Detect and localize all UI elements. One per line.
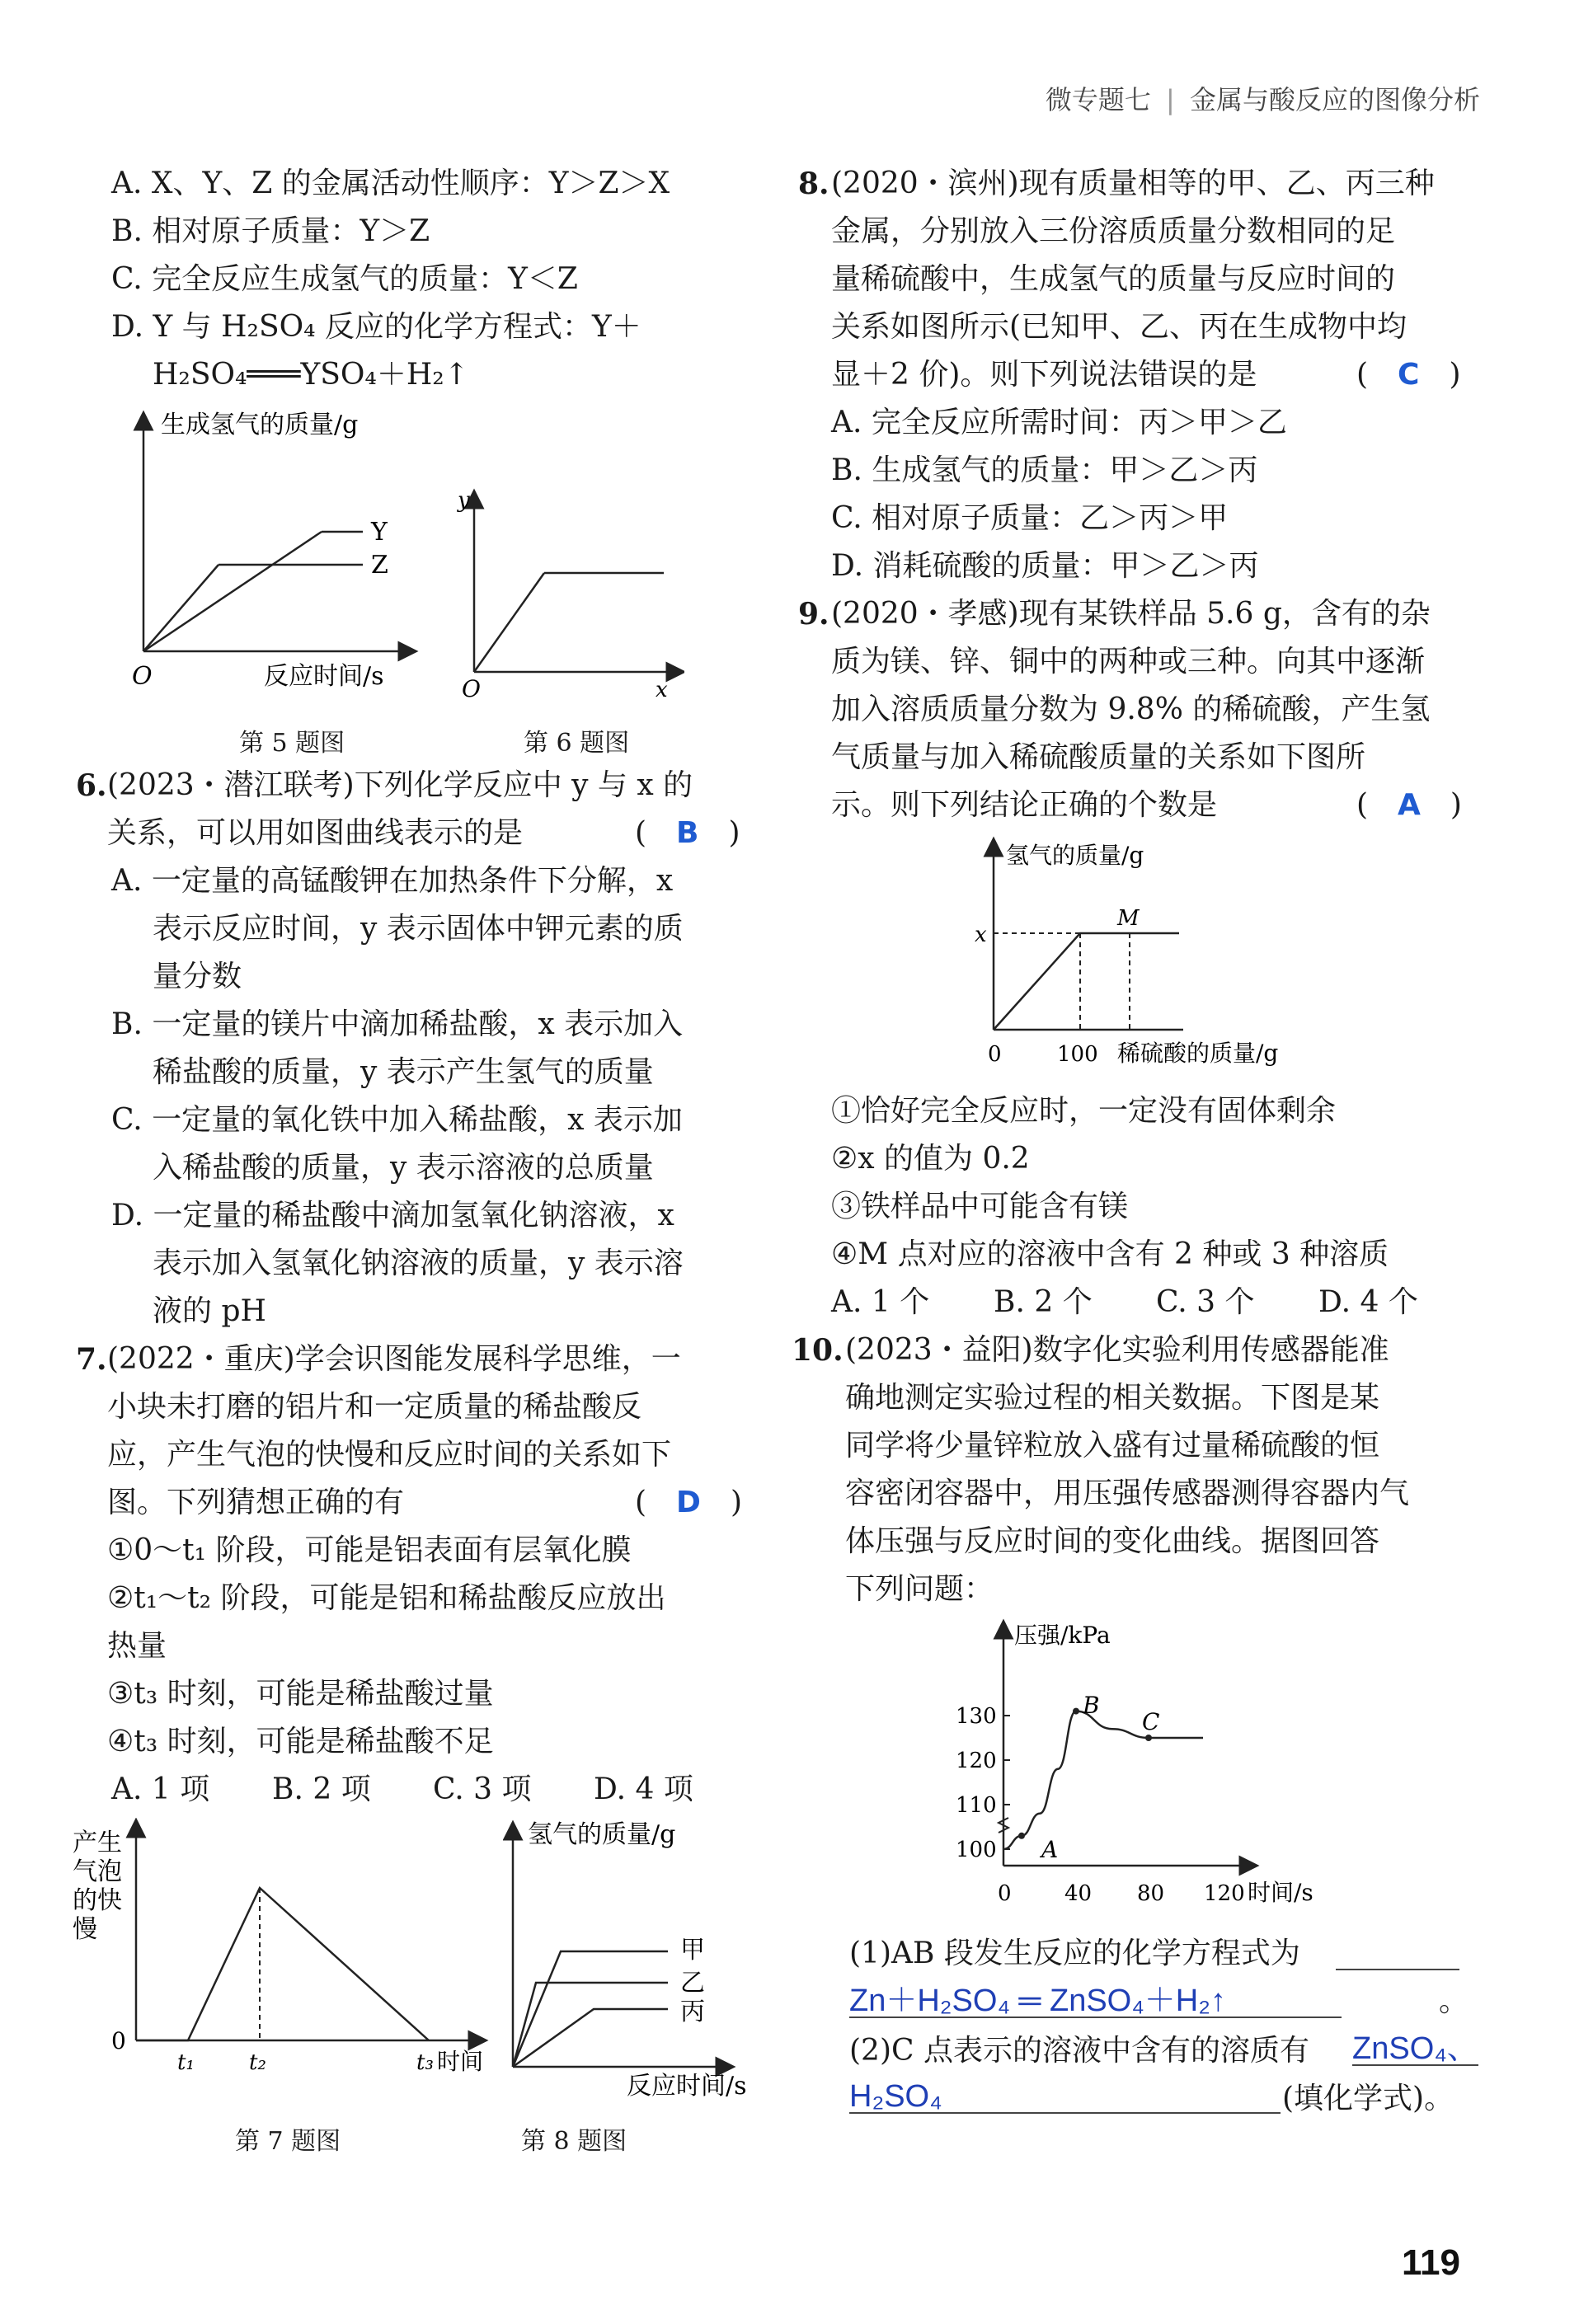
page-number: 119 — [1402, 2242, 1460, 2283]
q9-item-4: ④M 点对应的溶液中含有 2 种或 3 种溶质 — [831, 1237, 1389, 1271]
fig7-ylabel-4: 慢 — [73, 1915, 97, 1944]
q10-stem-5: 体压强与反应时间的变化曲线。据图回答 — [845, 1524, 1380, 1558]
q7-choice-d: D. 4 项 — [594, 1772, 693, 1806]
q9-stem-2: 质为镁、锌、铜中的两种或三种。向其中逐渐 — [831, 645, 1426, 678]
q6-option-d-2: 表示加入氢氧化钠溶液的质量，y 表示溶 — [153, 1247, 684, 1280]
fig7-ylabel-2: 气泡 — [73, 1857, 122, 1886]
q5-option-d-line1: D. Y 与 H₂SO₄ 反应的化学方程式：Y＋ — [111, 310, 641, 344]
q8-option-d: D. 消耗硫酸的质量：甲＞乙＞丙 — [831, 549, 1259, 583]
q10-number: 10. — [792, 1333, 844, 1368]
page-header — [1046, 79, 1480, 117]
fig7-tick-t1: t₁ — [177, 2050, 195, 2075]
fig8-line-yi — [513, 1983, 668, 2067]
q6-option-a-2: 表示反应时间，y 表示固体中钾元素的质 — [153, 912, 684, 946]
q10-sub1-line — [1336, 1939, 1459, 1970]
fig10-ytick-label: 110 — [956, 1793, 997, 1818]
fig9-point-m: M — [1117, 906, 1140, 931]
q7-stem-2: 小块未打磨的铝片和一定质量的稀盐酸反 — [107, 1390, 642, 1424]
fig9-xtick: 100 — [1057, 1042, 1098, 1067]
fig6-caption: 第 6 题图 — [524, 729, 630, 758]
q10-sub1-prompt: (1)AB 段发生反应的化学方程式为 — [849, 1937, 1300, 1970]
fig10-label-b: B — [1083, 1692, 1100, 1719]
fig10-xtick-label: 0 — [998, 1881, 1012, 1906]
fig6-curve — [474, 573, 544, 672]
fig5-caption: 第 5 题图 — [239, 729, 345, 758]
fig6-xlabel: x — [656, 678, 668, 702]
q10-sub1-end: 。 — [1439, 1984, 1469, 2018]
q10-stem-2: 确地测定实验过程的相关数据。下图是某 — [845, 1381, 1380, 1415]
fig10-xlabel: 时间/s — [1248, 1879, 1313, 1906]
fig10-ytick-label: 100 — [956, 1838, 997, 1862]
fig7-ylabel-3: 的快 — [73, 1886, 122, 1915]
figure-8 — [503, 1818, 759, 2098]
q10-sub2-end: (填化学式)。 — [1282, 2082, 1454, 2115]
figure-7 — [66, 1818, 511, 2090]
q9-answer-value: A — [1398, 788, 1421, 822]
q8-option-c: C. 相对原子质量：乙＞丙＞甲 — [831, 501, 1229, 535]
q6-option-d-1: D. 一定量的稀盐酸中滴加氢氧化钠溶液，x — [111, 1199, 674, 1232]
q9-stem-1: (2020・孝感)现有某铁样品 5.6 g，含有的杂 — [831, 597, 1431, 631]
fig8-label-jia: 甲 — [680, 1936, 705, 1965]
fig8-line-bing — [513, 2009, 668, 2067]
fig10-point-a — [1018, 1833, 1025, 1839]
q10-sub2-prompt: (2)C 点表示的溶液中含有的溶质有 — [849, 2034, 1309, 2068]
fig10-point-c — [1145, 1735, 1152, 1741]
q7-answer: ( D ) — [635, 1486, 742, 1519]
fig10-ytick-label: 130 — [956, 1704, 997, 1729]
header-title: 金属与酸反应的图像分析 — [1189, 84, 1480, 115]
q10-stem-4: 容密闭容器中，用压强传感器测得容器内气 — [845, 1477, 1410, 1510]
fig8-label-yi: 乙 — [680, 1969, 705, 1998]
fig7-rate-line — [136, 1888, 429, 2040]
q7-item-2b: 热量 — [107, 1629, 167, 1663]
fig10-label-a: A — [1041, 1836, 1059, 1863]
q7-stem-1: (2022・重庆)学会识图能发展科学思维，一 — [107, 1342, 681, 1376]
fig7-ylabel-1: 产生 — [73, 1829, 122, 1857]
fig5-line-y — [143, 532, 322, 651]
fig10-xtick-label: 40 — [1064, 1881, 1093, 1906]
q10-sub2-answer-2: H₂SO₄ — [849, 2081, 1281, 2114]
q6-answer: ( B ) — [635, 816, 740, 850]
q7-choice-c: C. 3 项 — [433, 1772, 532, 1806]
fig9-ylabel: 氢气的质量/g — [1006, 842, 1144, 869]
q7-number: 7. — [76, 1342, 107, 1377]
fig10-xtick-label: 80 — [1137, 1881, 1165, 1906]
q8-stem-1: (2020・滨州)现有质量相等的甲、乙、丙三种 — [831, 167, 1435, 200]
q9-choice-d: D. 4 个 — [1318, 1285, 1418, 1319]
fig5-xlabel: 反应时间/s — [264, 662, 384, 691]
q8-number: 8. — [798, 167, 829, 201]
q7-item-4: ④t₃ 时刻，可能是稀盐酸不足 — [107, 1725, 494, 1758]
fig8-ylabel: 氢气的质量/g — [528, 1820, 676, 1849]
q5-option-c: C. 完全反应生成氢气的质量：Y＜Z — [111, 262, 578, 296]
q8-stem-2: 金属，分别放入三份溶质质量分数相同的足 — [831, 214, 1396, 248]
fig7-tick-t3: t₃ — [416, 2050, 434, 2075]
q6-option-b-2: 稀盐酸的质量，y 表示产生氢气的质量 — [153, 1055, 654, 1089]
q6-option-a-1: A. 一定量的高锰酸钾在加热条件下分解，x — [111, 864, 674, 898]
q5-option-b: B. 相对原子质量：Y＞Z — [111, 214, 430, 248]
header-section: 微专题七 — [1045, 84, 1151, 115]
q6-answer-value: B — [676, 816, 699, 850]
q9-item-1: ①恰好完全反应时，一定没有固体剩余 — [831, 1094, 1337, 1128]
q6-option-d-3: 液的 pH — [153, 1294, 266, 1328]
q8-stem-5: 显＋2 价)。则下列说法错误的是 — [831, 358, 1257, 392]
q8-option-b: B. 生成氢气的质量：甲＞乙＞丙 — [831, 453, 1258, 487]
fig10-pressure-curve — [1003, 1711, 1203, 1849]
fig7-caption: 第 7 题图 — [235, 2127, 341, 2156]
q6-option-a-3: 量分数 — [153, 960, 242, 993]
fig5-origin: O — [132, 662, 153, 691]
q6-option-c-2: 入稀盐酸的质量，y 表示溶液的总质量 — [153, 1151, 654, 1185]
q7-item-2: ②t₁～t₂ 阶段，可能是铝和稀盐酸反应放出 — [107, 1581, 666, 1615]
q7-stem-4: 图。下列猜想正确的有 — [107, 1486, 405, 1519]
fig5-label-y: Y — [371, 518, 388, 547]
q6-option-b-1: B. 一定量的镁片中滴加稀盐酸，x 表示加入 — [111, 1007, 684, 1041]
q9-answer: ( A ) — [1356, 788, 1462, 822]
fig7-origin: 0 — [111, 2027, 126, 2054]
fig9-ytick: x — [975, 923, 987, 947]
fig10-xtick-label: 120 — [1204, 1881, 1245, 1906]
fig7-tick-t2: t₂ — [249, 2050, 266, 2075]
fig6-origin: O — [462, 675, 481, 702]
q6-number: 6. — [76, 768, 107, 803]
q9-item-2: ②x 的值为 0.2 — [831, 1142, 1030, 1176]
fig9-origin: 0 — [988, 1042, 1002, 1067]
fig8-label-bing: 丙 — [680, 1998, 705, 2026]
fig9-xlabel: 稀硫酸的质量/g — [1117, 1040, 1279, 1067]
q6-stem-1: (2023・潜江联考)下列化学反应中 y 与 x 的 — [107, 768, 693, 802]
q9-stem-3: 加入溶质质量分数为 9.8% 的稀硫酸，产生氢 — [831, 693, 1431, 726]
q10-stem-1: (2023・益阳)数字化实验利用传感器能准 — [845, 1333, 1389, 1367]
q9-choice-b: B. 2 个 — [994, 1285, 1093, 1319]
q7-item-3: ③t₃ 时刻，可能是稀盐酸过量 — [107, 1677, 494, 1711]
q8-stem-4: 关系如图所示(已知甲、乙、丙在生成物中均 — [831, 310, 1407, 344]
q7-stem-3: 应，产生气泡的快慢和反应时间的关系如下 — [107, 1438, 672, 1472]
figure-9 — [965, 834, 1319, 1073]
q8-answer-value: C — [1398, 358, 1420, 392]
q5-option-a: A. X、Y、Z 的金属活动性顺序：Y＞Z＞X — [111, 167, 670, 200]
q10-sub2-answer-1: ZnSO₄、 — [1352, 2031, 1478, 2066]
q9-number: 9. — [798, 597, 829, 631]
q8-option-a: A. 完全反应所需时间：丙＞甲＞乙 — [831, 406, 1287, 439]
header-divider: | — [1166, 84, 1175, 115]
fig6-ylabel: y — [458, 488, 470, 513]
q9-stem-5: 示。则下列结论正确的个数是 — [831, 788, 1218, 822]
figure-6 — [453, 486, 684, 705]
q10-stem-6: 下列问题： — [845, 1572, 994, 1606]
q10-stem-3: 同学将少量锌粒放入盛有过量稀硫酸的恒 — [845, 1429, 1380, 1462]
fig10-ytick-label: 120 — [956, 1749, 997, 1773]
q10-sub1-answer: Zn＋H₂SO₄ ═ ZnSO₄＋H₂↑ — [849, 1985, 1342, 2018]
fig9-curve — [994, 933, 1179, 1030]
q8-stem-3: 量稀硫酸中，生成氢气的质量与反应时间的 — [831, 262, 1396, 296]
q9-choice-c: C. 3 个 — [1156, 1285, 1255, 1319]
fig10-ylabel: 压强/kPa — [1014, 1622, 1111, 1649]
figure-5 — [124, 408, 437, 705]
fig8-caption: 第 8 题图 — [521, 2127, 627, 2156]
fig5-ylabel: 生成氢气的质量/g — [161, 411, 359, 439]
fig10-label-c: C — [1142, 1708, 1160, 1735]
q9-stem-4: 气质量与加入稀硫酸质量的关系如下图所 — [831, 740, 1366, 774]
q8-answer: ( C ) — [1356, 358, 1461, 392]
q7-answer-value: D — [676, 1486, 701, 1519]
q7-choice-b: B. 2 项 — [272, 1772, 371, 1806]
q6-option-c-1: C. 一定量的氧化铁中加入稀盐酸，x 表示加 — [111, 1103, 683, 1137]
q6-stem-2: 关系，可以用如图曲线表示的是 — [107, 816, 524, 850]
q7-item-1: ①0～t₁ 阶段，可能是铝表面有层氧化膜 — [107, 1533, 632, 1567]
fig7-xlabel: 时间 — [437, 2048, 484, 2075]
q9-choice-a: A. 1 个 — [831, 1285, 930, 1319]
q9-item-3: ③铁样品中可能含有镁 — [831, 1190, 1129, 1223]
q7-choice-a: A. 1 项 — [111, 1772, 210, 1806]
fig8-xlabel: 反应时间/s — [627, 2072, 747, 2098]
q5-option-d-line2: H₂SO₄═══YSO₄＋H₂↑ — [153, 358, 469, 392]
fig5-label-z: Z — [371, 551, 388, 580]
figure-10 — [944, 1614, 1356, 1911]
fig10-point-b — [1073, 1708, 1079, 1715]
